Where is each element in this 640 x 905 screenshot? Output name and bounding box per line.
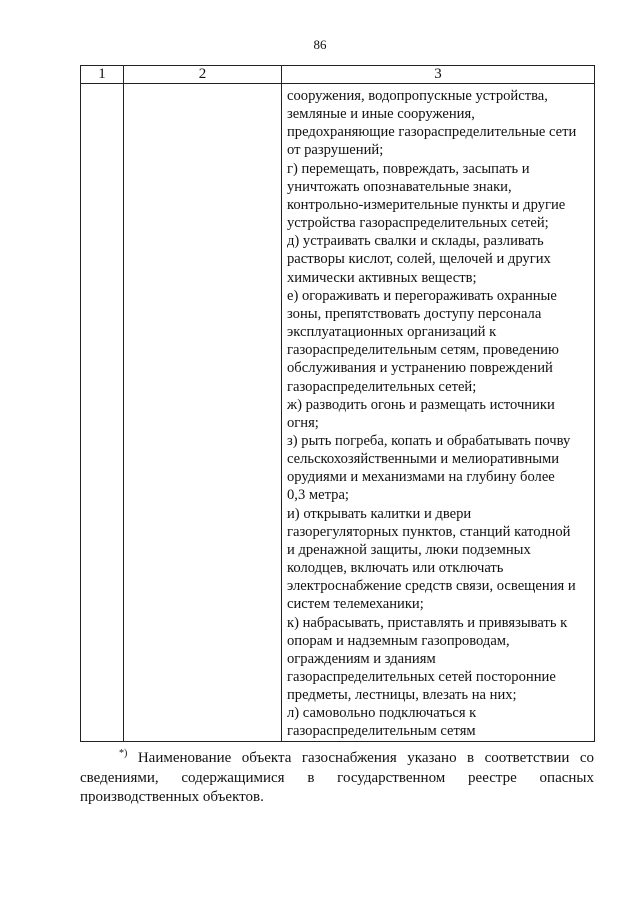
footnote xyxy=(80,749,594,808)
text-line: сооружения, водопропускные устройства, xyxy=(287,88,548,104)
text-line: обслуживания и устранению повреждений xyxy=(287,360,553,377)
text-line: г) перемещать, повреждать, засыпать и xyxy=(287,160,530,177)
column-header-3: 3 xyxy=(282,66,595,84)
text-line: газораспределительным сетям, проведению xyxy=(287,342,559,359)
text-line: от разрушений; xyxy=(287,142,384,159)
table-header-row xyxy=(81,66,595,84)
column-1-cell xyxy=(81,84,124,742)
text-line: з) рыть погреба, копать и обрабатывать почву xyxy=(287,432,571,449)
text-line: систем телемеханики; xyxy=(287,596,424,613)
footnote-text: Наименование объекта газоснабжения указано в соответствии со xyxy=(137,750,594,766)
text-line: и дренажной защиты, люки подземных xyxy=(287,541,531,558)
text-line: к) набрасывать, приставлять и привязывать к xyxy=(287,614,568,631)
text-line: сельскохозяйственными и мелиоративными xyxy=(287,451,560,468)
text-line: 0,3 метра; xyxy=(287,487,349,504)
footnote-line: производственных объектов. xyxy=(80,789,264,805)
column-header-2: 2 xyxy=(124,66,282,84)
text-line: ж) разводить огонь и размещать источники xyxy=(287,396,555,413)
text-line: газораспределительным сетям xyxy=(287,723,476,740)
text-line: ограждениям и зданиям xyxy=(287,650,436,667)
text-line: предметы, лестницы, влезать на них; xyxy=(287,687,517,704)
page-number: 86 xyxy=(313,37,327,52)
text-line: е) огораживать и перегораживать охранные xyxy=(287,287,557,304)
text-line: газораспределительных сетей; xyxy=(287,378,477,395)
text-line: опорам и надземным газопроводам, xyxy=(287,632,510,649)
footnote-line xyxy=(80,749,594,769)
column-3-cell xyxy=(282,84,595,742)
text-line: предохраняющие газораспределительные сети xyxy=(287,124,577,141)
requirements-table xyxy=(80,65,595,742)
text-line: газораспределительных сетей посторонние xyxy=(287,669,556,685)
text-line: растворы кислот, солей, щелочей и других xyxy=(287,251,551,268)
column-2-cell xyxy=(124,84,282,742)
table-row xyxy=(81,84,595,742)
text-line: уничтожать опознавательные знаки, xyxy=(287,178,512,195)
text-line: земляные и иные сооружения, xyxy=(287,106,475,123)
text-line: химически активных веществ; xyxy=(287,269,477,286)
text-line: огня; xyxy=(287,414,319,431)
footnote-marker: *) xyxy=(119,748,128,759)
column-header-1: 1 xyxy=(81,66,124,84)
text-line: колодцев, включать или отключать xyxy=(287,560,504,577)
text-line: л) самовольно подключаться к xyxy=(287,705,477,722)
text-line: зоны, препятствовать доступу персонала xyxy=(287,305,542,322)
text-line: и) открывать калитки и двери xyxy=(287,505,472,522)
text-line: эксплуатационных организаций к xyxy=(287,324,497,341)
text-line: контрольно-измерительные пункты и другие xyxy=(287,196,566,213)
text-line: газорегуляторных пунктов, станций катодной xyxy=(287,523,571,540)
text-line: орудиями и механизмами на глубину более xyxy=(287,469,555,486)
text-line: электроснабжение средств связи, освещения и xyxy=(287,578,576,595)
text-line: д) устраивать свалки и склады, разливать xyxy=(287,233,544,250)
text-line: устройства газораспределительных сетей; xyxy=(287,215,549,232)
footnote-line: сведениями, содержащимися в государственном реестре опасных xyxy=(80,769,594,786)
